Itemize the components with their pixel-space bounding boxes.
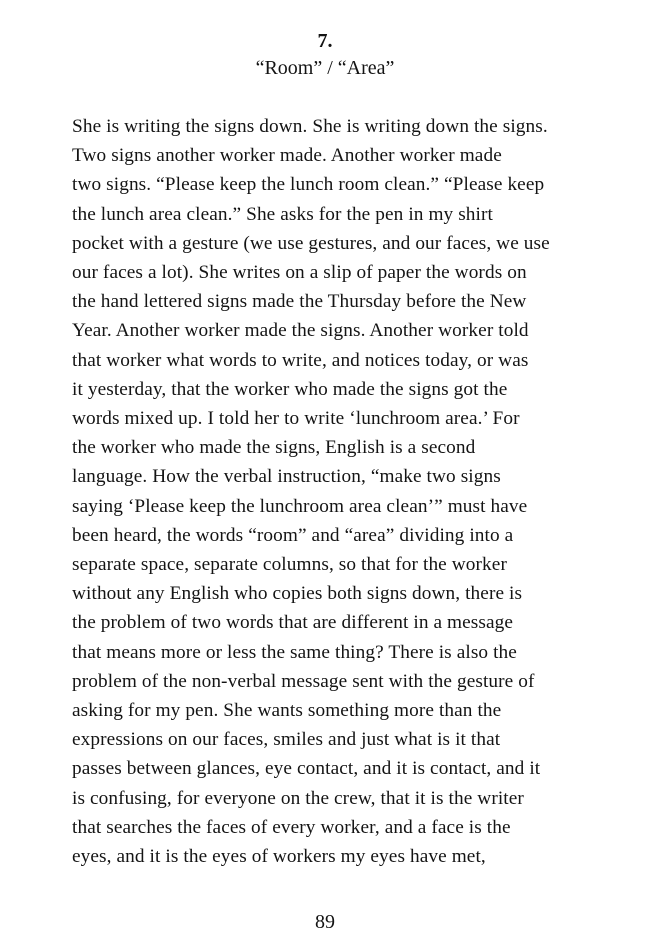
- text-line: expressions on our faces, smiles and just what is it that: [72, 729, 501, 751]
- text-line: Year. Another worker made the signs. Another worker told: [72, 320, 529, 342]
- page-number: 89: [315, 911, 335, 933]
- text-line: Two signs another worker made. Another worker made: [72, 145, 502, 167]
- text-line: that worker what words to write, and notices today, or was: [72, 349, 529, 371]
- text-line: the lunch area clean.” She asks for the pen in my shirt: [72, 203, 493, 225]
- chapter-title: “Room” / “Area”: [255, 57, 395, 79]
- text-line: eyes, and it is the eyes of workers my eyes have met,: [72, 846, 486, 868]
- text-line: language. How the verbal instruction, “make two signs: [72, 466, 501, 488]
- text-line: that searches the faces of every worker, and a face is the: [72, 816, 511, 838]
- text-line: problem of the non-verbal message sent with the gesture of: [72, 670, 535, 692]
- text-line: without any English who copies both signs down, there is: [72, 583, 523, 605]
- text-line: the worker who made the signs, English is a second: [72, 437, 476, 459]
- text-line: asking for my pen. She wants something more than the: [72, 700, 502, 722]
- text-line: that means more or less the same thing? There is also the: [72, 641, 517, 663]
- text-line: our faces a lot). She writes on a slip of paper the words on: [72, 262, 527, 284]
- chapter-number: 7.: [317, 30, 333, 52]
- text-line: the problem of two words that are different in a message: [72, 612, 514, 634]
- text-line: is confusing, for everyone on the crew, that it is the writer: [72, 787, 524, 809]
- text-line: the hand lettered signs made the Thursday before the New: [72, 291, 527, 313]
- text-line: She is writing the signs down. She is writing down the signs.: [72, 116, 548, 137]
- text-line: passes between glances, eye contact, and it is contact, and it: [72, 758, 541, 780]
- text-line: pocket with a gesture (we use gestures, and our faces, we use: [72, 232, 550, 254]
- text-line: been heard, the words “room” and “area” dividing into a: [72, 524, 514, 546]
- text-line: separate space, separate columns, so that for the worker: [72, 554, 507, 576]
- text-line: it yesterday, that the worker who made the signs got the: [72, 378, 508, 400]
- text-line: two signs. “Please keep the lunch room clean.” “Please keep: [72, 174, 545, 196]
- text-line: words mixed up. I told her to write ‘lunchroom area.’ For: [72, 408, 520, 430]
- text-line: saying ‘Please keep the lunchroom area clean’” must have: [72, 495, 528, 517]
- body-text: [72, 112, 594, 871]
